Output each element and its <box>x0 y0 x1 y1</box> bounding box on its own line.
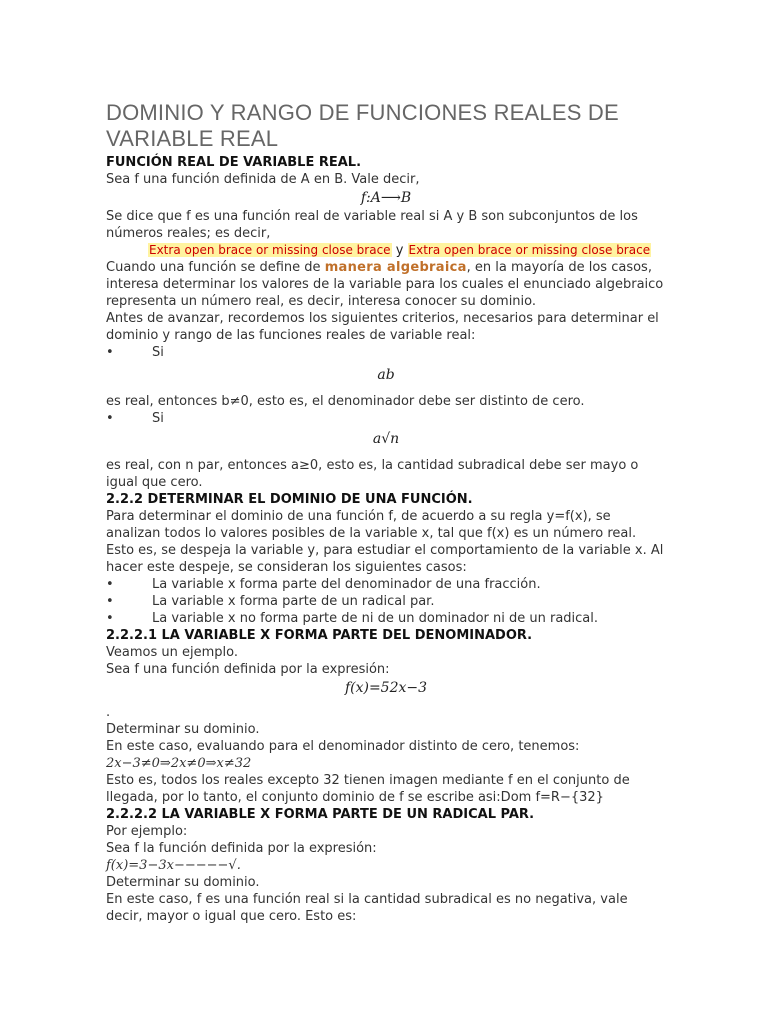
paragraph: . <box>106 705 111 720</box>
math-formula: f(x)=52x−3 <box>344 680 428 696</box>
math-formula: f:A⟶B <box>360 190 412 206</box>
list-item <box>106 410 666 427</box>
math-formula: a√n <box>372 431 400 447</box>
paragraph <box>106 259 666 310</box>
paragraph: Sea f la función definida por la expresión: <box>106 841 377 856</box>
list-item <box>106 593 666 610</box>
list-item <box>106 344 666 361</box>
section-heading: 2.2.2.1 LA VARIABLE X FORMA PARTE DEL DENOMINADOR. <box>106 628 533 643</box>
math-formula: ab <box>377 367 395 383</box>
list-item <box>106 576 666 593</box>
text: , en la mayoría de los casos, interesa determinar los valores de la variable para los cuales el enunciado algebraico representa un número real, es decir, interesa conocer su dominio. <box>106 260 664 309</box>
paragraph: Para determinar el dominio de una función f, de acuerdo a su regla y=f(x), se analizan todos lo valores posibles de la variable x, tal que f(x) es un número real. Esto es, se despeja la variable y, para estudiar el comportamiento de la variable x. Al hacer este despeje, se consideran los siguientes casos: <box>106 509 664 575</box>
bullet: • <box>106 411 114 426</box>
paragraph: es real, entonces b≠0, esto es, el denominador debe ser distinto de cero. <box>106 394 585 409</box>
list-item <box>106 610 666 627</box>
paragraph: En este caso, evaluando para el denominador distinto de cero, tenemos: <box>106 739 580 754</box>
bullet: • <box>106 594 114 609</box>
list-item-text: La variable x no forma parte de ni de un dominador ni de un radical. <box>152 611 599 626</box>
page-title: DOMINIO Y RANGO DE FUNCIONES REALES DE VARIABLE REAL <box>106 100 619 151</box>
paragraph: Determinar su dominio. <box>106 875 260 890</box>
latex-error: Extra open brace or missing close brace <box>149 243 391 257</box>
bullet: • <box>106 611 114 626</box>
latex-error: Extra open brace or missing close brace <box>408 243 651 257</box>
text: Cuando una función se define de <box>106 260 321 275</box>
bullet: • <box>106 345 114 360</box>
list-item-text: La variable x forma parte de un radical par. <box>152 594 435 609</box>
paragraph: Por ejemplo: <box>106 824 188 839</box>
math-inline: 2x−3≠0⇒2x≠0⇒x≠32 <box>106 756 252 771</box>
list-item-text: La variable x forma parte del denominador de una fracción. <box>152 577 541 592</box>
math-inline: f(x)=3−3x−−−−−√. <box>106 858 241 873</box>
conjunction: y <box>395 243 404 258</box>
bullet: • <box>106 577 114 592</box>
paragraph: Veamos un ejemplo. <box>106 645 238 660</box>
paragraph: Sea f una función definida de A en B. Vale decir, <box>106 172 420 187</box>
paragraph: Esto es, todos los reales excepto 32 tienen imagen mediante f en el conjunto de llegada, por lo tanto, el conjunto dominio de f se escribe asi:Dom f=R−{32} <box>106 773 630 805</box>
paragraph: Sea f una función definida por la expresión: <box>106 662 390 677</box>
list-item-text: Si <box>152 411 164 426</box>
paragraph: es real, con n par, entonces a≥0, esto es, la cantidad subradical debe ser mayo o igual que cero. <box>106 458 639 490</box>
paragraph: Se dice que f es una función real de variable real si A y B son subconjuntos de los números reales; es decir, <box>106 209 638 241</box>
paragraph: Antes de avanzar, recordemos los siguientes criterios, necesarios para determinar el dominio y rango de las funciones reales de variable real: <box>106 311 659 343</box>
list-item-text: Si <box>152 345 164 360</box>
latex-error-line <box>106 242 666 259</box>
highlighted-term: manera algebraica <box>324 260 467 275</box>
section-heading: FUNCIÓN REAL DE VARIABLE REAL. <box>106 155 362 170</box>
paragraph: En este caso, f es una función real si la cantidad subradical es no negativa, vale decir, mayor o igual que cero. Esto es: <box>106 892 628 924</box>
section-heading: 2.2.2.2 LA VARIABLE X FORMA PARTE DE UN RADICAL PAR. <box>106 807 535 822</box>
document <box>106 100 666 925</box>
section-heading: 2.2.2 DETERMINAR EL DOMINIO DE UNA FUNCIÓN. <box>106 492 473 507</box>
paragraph: Determinar su dominio. <box>106 722 260 737</box>
